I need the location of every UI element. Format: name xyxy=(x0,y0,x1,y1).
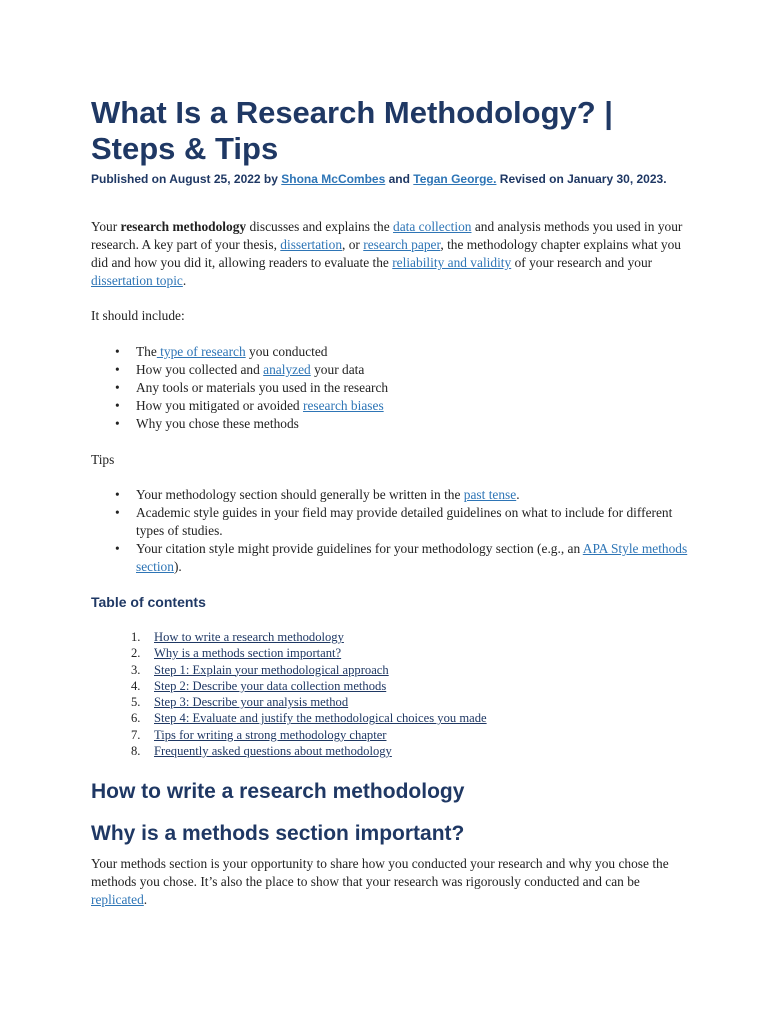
intro-bold-term: research methodology xyxy=(120,219,247,234)
toc-item xyxy=(91,662,691,678)
section-heading-how-to-write: How to write a research methodology xyxy=(91,780,465,803)
link-replicated[interactable]: replicated xyxy=(91,892,144,907)
toc-item xyxy=(91,727,691,743)
revised-date: Revised on January 30, 2023. xyxy=(496,172,667,186)
toc-number: 5. xyxy=(131,695,141,710)
toc-link-why-important[interactable]: Why is a methods section important? xyxy=(154,646,342,661)
toc-link-step-2[interactable]: Step 2: Describe your data collection methods xyxy=(154,678,387,693)
list-item: • Academic style guides in your field may provide detailed guidelines on what to include for different types of studies. xyxy=(115,505,673,538)
toc-link-step-3[interactable]: Step 3: Describe your analysis method xyxy=(154,695,349,710)
list-item: • Any tools or materials you used in the research xyxy=(115,380,389,395)
paragraph-text: . xyxy=(143,892,148,907)
link-dissertation[interactable]: dissertation xyxy=(280,237,343,252)
tips-list xyxy=(91,486,691,576)
include-label: It should include: xyxy=(91,308,185,323)
intro-text: discusses and explains the xyxy=(246,219,394,234)
toc-number: 4. xyxy=(131,678,141,693)
tips-label: Tips xyxy=(91,452,115,467)
article-title: What Is a Research Methodology? | Steps & Tips xyxy=(91,95,613,166)
toc-item xyxy=(91,678,691,694)
toc-item xyxy=(91,645,691,661)
toc-item xyxy=(91,694,691,710)
list-item: • Your methodology section should generally be written in the past tense. xyxy=(115,487,520,502)
list-item: • How you mitigated or avoided research biases xyxy=(115,398,384,413)
published-date: Published on August 25, 2022 by xyxy=(91,172,282,186)
toc-number: 3. xyxy=(131,662,141,677)
section-heading-why-important: Why is a methods section important? xyxy=(91,822,465,845)
bullet-icon: • xyxy=(115,487,120,502)
byline xyxy=(91,171,691,187)
link-type-of-research[interactable]: type of research xyxy=(156,344,246,359)
intro-text: , the methodology chapter explains what you did and how you did it, allowing readers to evaluate the xyxy=(91,237,681,270)
list-item: • Why you chose these methods xyxy=(115,416,299,431)
toc-item xyxy=(91,629,691,645)
methods-importance-paragraph xyxy=(91,855,691,909)
bullet-icon: • xyxy=(115,541,120,556)
list-item: • How you collected and analyzed your data xyxy=(115,362,365,377)
bullet-icon: • xyxy=(115,505,120,520)
author-link-tegan-george[interactable]: Tegan George. xyxy=(413,172,497,186)
list-item: • The type of research you conducted xyxy=(115,344,328,359)
intro-text: , or xyxy=(342,237,364,252)
toc-link-tips[interactable]: Tips for writing a strong methodology chapter xyxy=(154,727,387,742)
intro-text: of your research and your xyxy=(511,255,653,270)
toc-link-faq[interactable]: Frequently asked questions about methodology xyxy=(154,744,392,759)
intro-text: and analysis methods you used in your research. A key part of your thesis, xyxy=(91,219,683,252)
byline-and: and xyxy=(385,172,414,186)
bullet-icon: • xyxy=(115,344,120,359)
link-research-paper[interactable]: research paper xyxy=(363,237,441,252)
toc-number: 2. xyxy=(131,646,141,661)
link-past-tense[interactable]: past tense xyxy=(463,487,517,502)
link-apa-style-methods[interactable]: APA Style methods section xyxy=(136,541,688,574)
toc-heading: Table of contents xyxy=(91,594,206,610)
intro-text: Your xyxy=(91,219,121,234)
paragraph-text: Your methods section is your opportunity to share how you conducted your research and why you chose the methods you chose. It’s also the place to show that your research was rigorously conducted and can be xyxy=(91,856,669,889)
link-research-biases[interactable]: research biases xyxy=(302,398,384,413)
bullet-icon: • xyxy=(115,416,120,431)
toc-number: 8. xyxy=(131,744,141,759)
include-list xyxy=(91,343,691,433)
author-link-shona-mccombes[interactable]: Shona McCombes xyxy=(281,172,386,186)
link-analyzed[interactable]: analyzed xyxy=(263,362,311,377)
toc-number: 7. xyxy=(131,727,141,742)
toc-item xyxy=(91,743,691,759)
table-of-contents xyxy=(91,629,691,759)
bullet-icon: • xyxy=(115,398,120,413)
intro-paragraph xyxy=(91,218,691,290)
toc-number: 6. xyxy=(131,711,141,726)
link-data-collection[interactable]: data collection xyxy=(393,219,472,234)
toc-link-step-1[interactable]: Step 1: Explain your methodological approach xyxy=(154,662,389,677)
toc-number: 1. xyxy=(131,630,141,644)
bullet-icon: • xyxy=(115,362,120,377)
toc-item xyxy=(91,710,691,726)
link-reliability-validity[interactable]: reliability and validity xyxy=(392,255,512,270)
toc-link-how-to-write[interactable]: How to write a research methodology xyxy=(154,630,344,644)
bullet-icon: • xyxy=(115,380,120,395)
list-item: • Your citation style might provide guidelines for your methodology section (e.g., an APA Style methods section). xyxy=(115,541,688,574)
link-dissertation-topic[interactable]: dissertation topic xyxy=(91,273,183,288)
toc-link-step-4[interactable]: Step 4: Evaluate and justify the methodological choices you made xyxy=(154,711,487,726)
intro-text: . xyxy=(182,273,187,288)
